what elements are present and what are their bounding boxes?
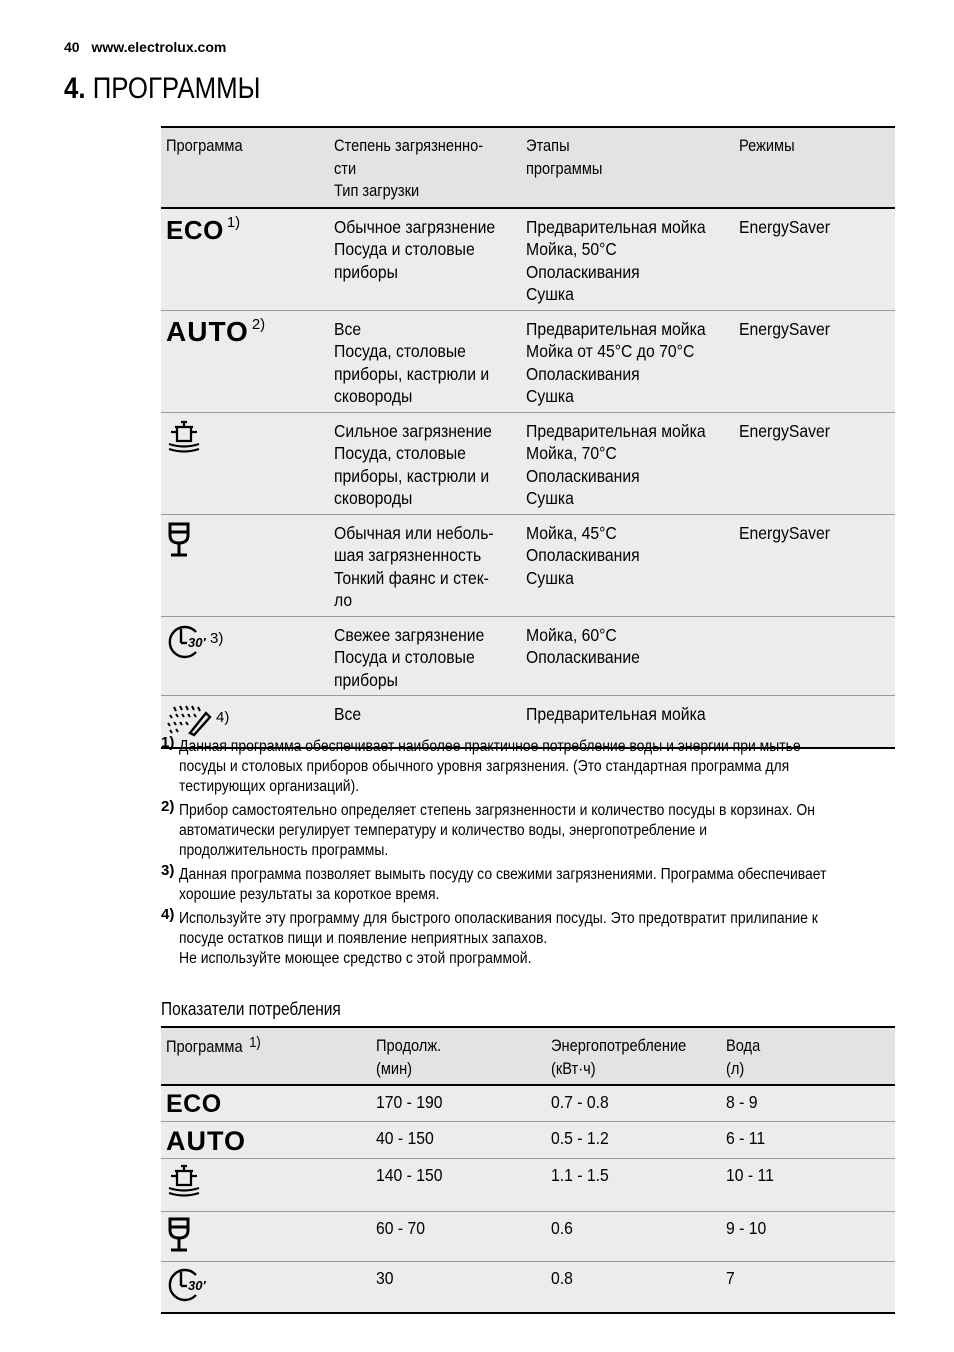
- header-program: Программа 1): [161, 1027, 371, 1085]
- duration-cell: 60 - 70: [371, 1211, 546, 1262]
- soil-cell: Сильное загрязнение Посуда, столовые приборы, кастрюли и сковороды: [329, 412, 521, 514]
- footnote-ref: 1): [226, 213, 241, 231]
- phases-cell: Мойка, 60°C Ополаскивание: [521, 616, 734, 696]
- header-water: Вода (л): [721, 1027, 895, 1085]
- soil-cell: Свежее загрязнение Посуда и столовые приборы: [329, 616, 521, 696]
- options-cell: EnergySaver: [734, 310, 895, 412]
- phases-cell: Предварительная мойка Мойка, 70°C Ополаскивания Сушка: [521, 412, 734, 514]
- program-cell: [161, 1085, 371, 1121]
- eco-logo: ECO: [166, 1090, 222, 1118]
- programs-table-header: [161, 127, 895, 208]
- table-row: [161, 1159, 895, 1212]
- clock-30-icon: [166, 624, 206, 660]
- table-row: [161, 1085, 895, 1121]
- duration-cell: 140 - 150: [371, 1159, 546, 1212]
- energy-cell: 1.1 - 1.5: [546, 1159, 721, 1212]
- footnote: [161, 862, 895, 905]
- header-soil: Степень загрязненно- сти Тип загрузки: [329, 127, 521, 208]
- section-number: 4.: [64, 72, 86, 105]
- options-cell: EnergySaver: [734, 514, 895, 616]
- water-cell: 6 - 11: [721, 1121, 895, 1159]
- program-cell: [161, 1262, 371, 1313]
- consumption-table: [161, 1026, 895, 1314]
- phases-cell: Предварительная мойка Мойка от 45°C до 70°C Ополаскивания Сушка: [521, 310, 734, 412]
- programs-table: [161, 126, 895, 749]
- consumption-table-header: [161, 1027, 895, 1085]
- energy-cell: 0.5 - 1.2: [546, 1121, 721, 1159]
- options-cell: EnergySaver: [734, 208, 895, 311]
- header-duration: Продолж. (мин): [371, 1027, 546, 1085]
- glass-icon: [166, 542, 192, 562]
- header-program: Программа: [161, 127, 329, 208]
- consumption-title: Показатели потребления: [161, 999, 341, 1019]
- energy-cell: 0.8: [546, 1262, 721, 1313]
- program-cell: [161, 1159, 371, 1212]
- header-energy: Энергопотребление (кВт·ч): [546, 1027, 721, 1085]
- table-row: [161, 310, 895, 412]
- table-row: [161, 1211, 895, 1262]
- header-options: Режимы: [734, 127, 895, 208]
- program-cell: [161, 616, 329, 696]
- phases-cell: Предварительная мойка Мойка, 50°C Ополаскивания Сушка: [521, 208, 734, 311]
- page-header: [64, 39, 226, 55]
- phases-cell: Мойка, 45°C Ополаскивания Сушка: [521, 514, 734, 616]
- footnote: [161, 906, 895, 969]
- soil-cell: Обычная или неболь- шая загрязненность Тонкий фаянс и стек- ло: [329, 514, 521, 616]
- footnote-mark: 3): [161, 862, 175, 879]
- footnote-ref: 4): [216, 709, 230, 726]
- footnote-text: Прибор самостоятельно определяет степень загрязненности и количество посуды в корзинах. Он автоматически регулирует температуру и количество воды, энергопотребление и продолжительность программы.: [179, 802, 815, 859]
- options-cell: EnergySaver: [734, 412, 895, 514]
- clock-30-label: 30′: [188, 1278, 206, 1293]
- duration-cell: 40 - 150: [371, 1121, 546, 1159]
- footnote: [161, 734, 895, 797]
- section-title: [64, 70, 260, 108]
- footnote-mark: 1): [161, 734, 175, 751]
- clock-30-label: 30′: [188, 634, 206, 650]
- table-row: [161, 412, 895, 514]
- program-cell: [161, 412, 329, 514]
- footnote-ref: 3): [210, 629, 224, 647]
- water-cell: 10 - 11: [721, 1159, 895, 1212]
- footnote: [161, 798, 895, 861]
- footnote-text: Данная программа обеспечивает наиболее практичное потребление воды и энергии при мытье посуды и столовых приборов обычного уровня загрязнения. (Это стандартная программа для тестирующих организаций).: [179, 738, 801, 795]
- duration-cell: 30: [371, 1262, 546, 1313]
- section-title-text: ПРОГРАММЫ: [92, 72, 261, 105]
- soil-cell: Все: [329, 696, 521, 748]
- phases-cell: Предварительная мойка: [521, 696, 734, 748]
- page-number: 40: [64, 39, 80, 55]
- energy-cell: 0.6: [546, 1211, 721, 1262]
- footnotes: [161, 734, 895, 973]
- program-cell: [161, 514, 329, 616]
- table-row: [161, 616, 895, 696]
- auto-logo: AUTO: [166, 315, 249, 347]
- table-row: [161, 1262, 895, 1313]
- footnote-ref: 1): [249, 1034, 261, 1051]
- site-url[interactable]: www.electrolux.com: [91, 39, 227, 55]
- water-cell: 9 - 10: [721, 1211, 895, 1262]
- pot-icon: [166, 1186, 202, 1206]
- footnote-mark: 4): [161, 906, 175, 923]
- auto-logo: AUTO: [166, 1125, 247, 1156]
- water-cell: 7: [721, 1262, 895, 1313]
- table-row: [161, 514, 895, 616]
- program-cell: [161, 1121, 371, 1159]
- glass-icon: [166, 1237, 192, 1257]
- footnote-text: Данная программа позволяет вымыть посуду со свежими загрязнениями. Программа обеспечивает хорошие результаты за короткое время.: [179, 866, 827, 903]
- program-cell: [161, 208, 329, 311]
- footnote-ref: 2): [251, 315, 266, 333]
- soil-cell: Обычное загрязнение Посуда и столовые приборы: [329, 208, 521, 311]
- clock-30-icon: [166, 1267, 212, 1303]
- table-row: [161, 1121, 895, 1159]
- footnote-text: Используйте эту программу для быстрого ополаскивания посуды. Это предотвратит прилипание к посуде остатков пищи и появление неприятных запахов. Не используйте моющее средство с этой программой.: [179, 910, 818, 967]
- pot-icon: [166, 442, 202, 462]
- energy-cell: 0.7 - 0.8: [546, 1085, 721, 1121]
- eco-logo: ECO: [166, 214, 224, 245]
- duration-cell: 170 - 190: [371, 1085, 546, 1121]
- header-phases: Этапы программы: [521, 127, 734, 208]
- footnote-mark: 2): [161, 798, 175, 815]
- soil-cell: Все Посуда, столовые приборы, кастрюли и сковороды: [329, 310, 521, 412]
- program-cell: [161, 310, 329, 412]
- water-cell: 8 - 9: [721, 1085, 895, 1121]
- options-cell: [734, 616, 895, 696]
- table-row: [161, 208, 895, 311]
- program-cell: [161, 1211, 371, 1262]
